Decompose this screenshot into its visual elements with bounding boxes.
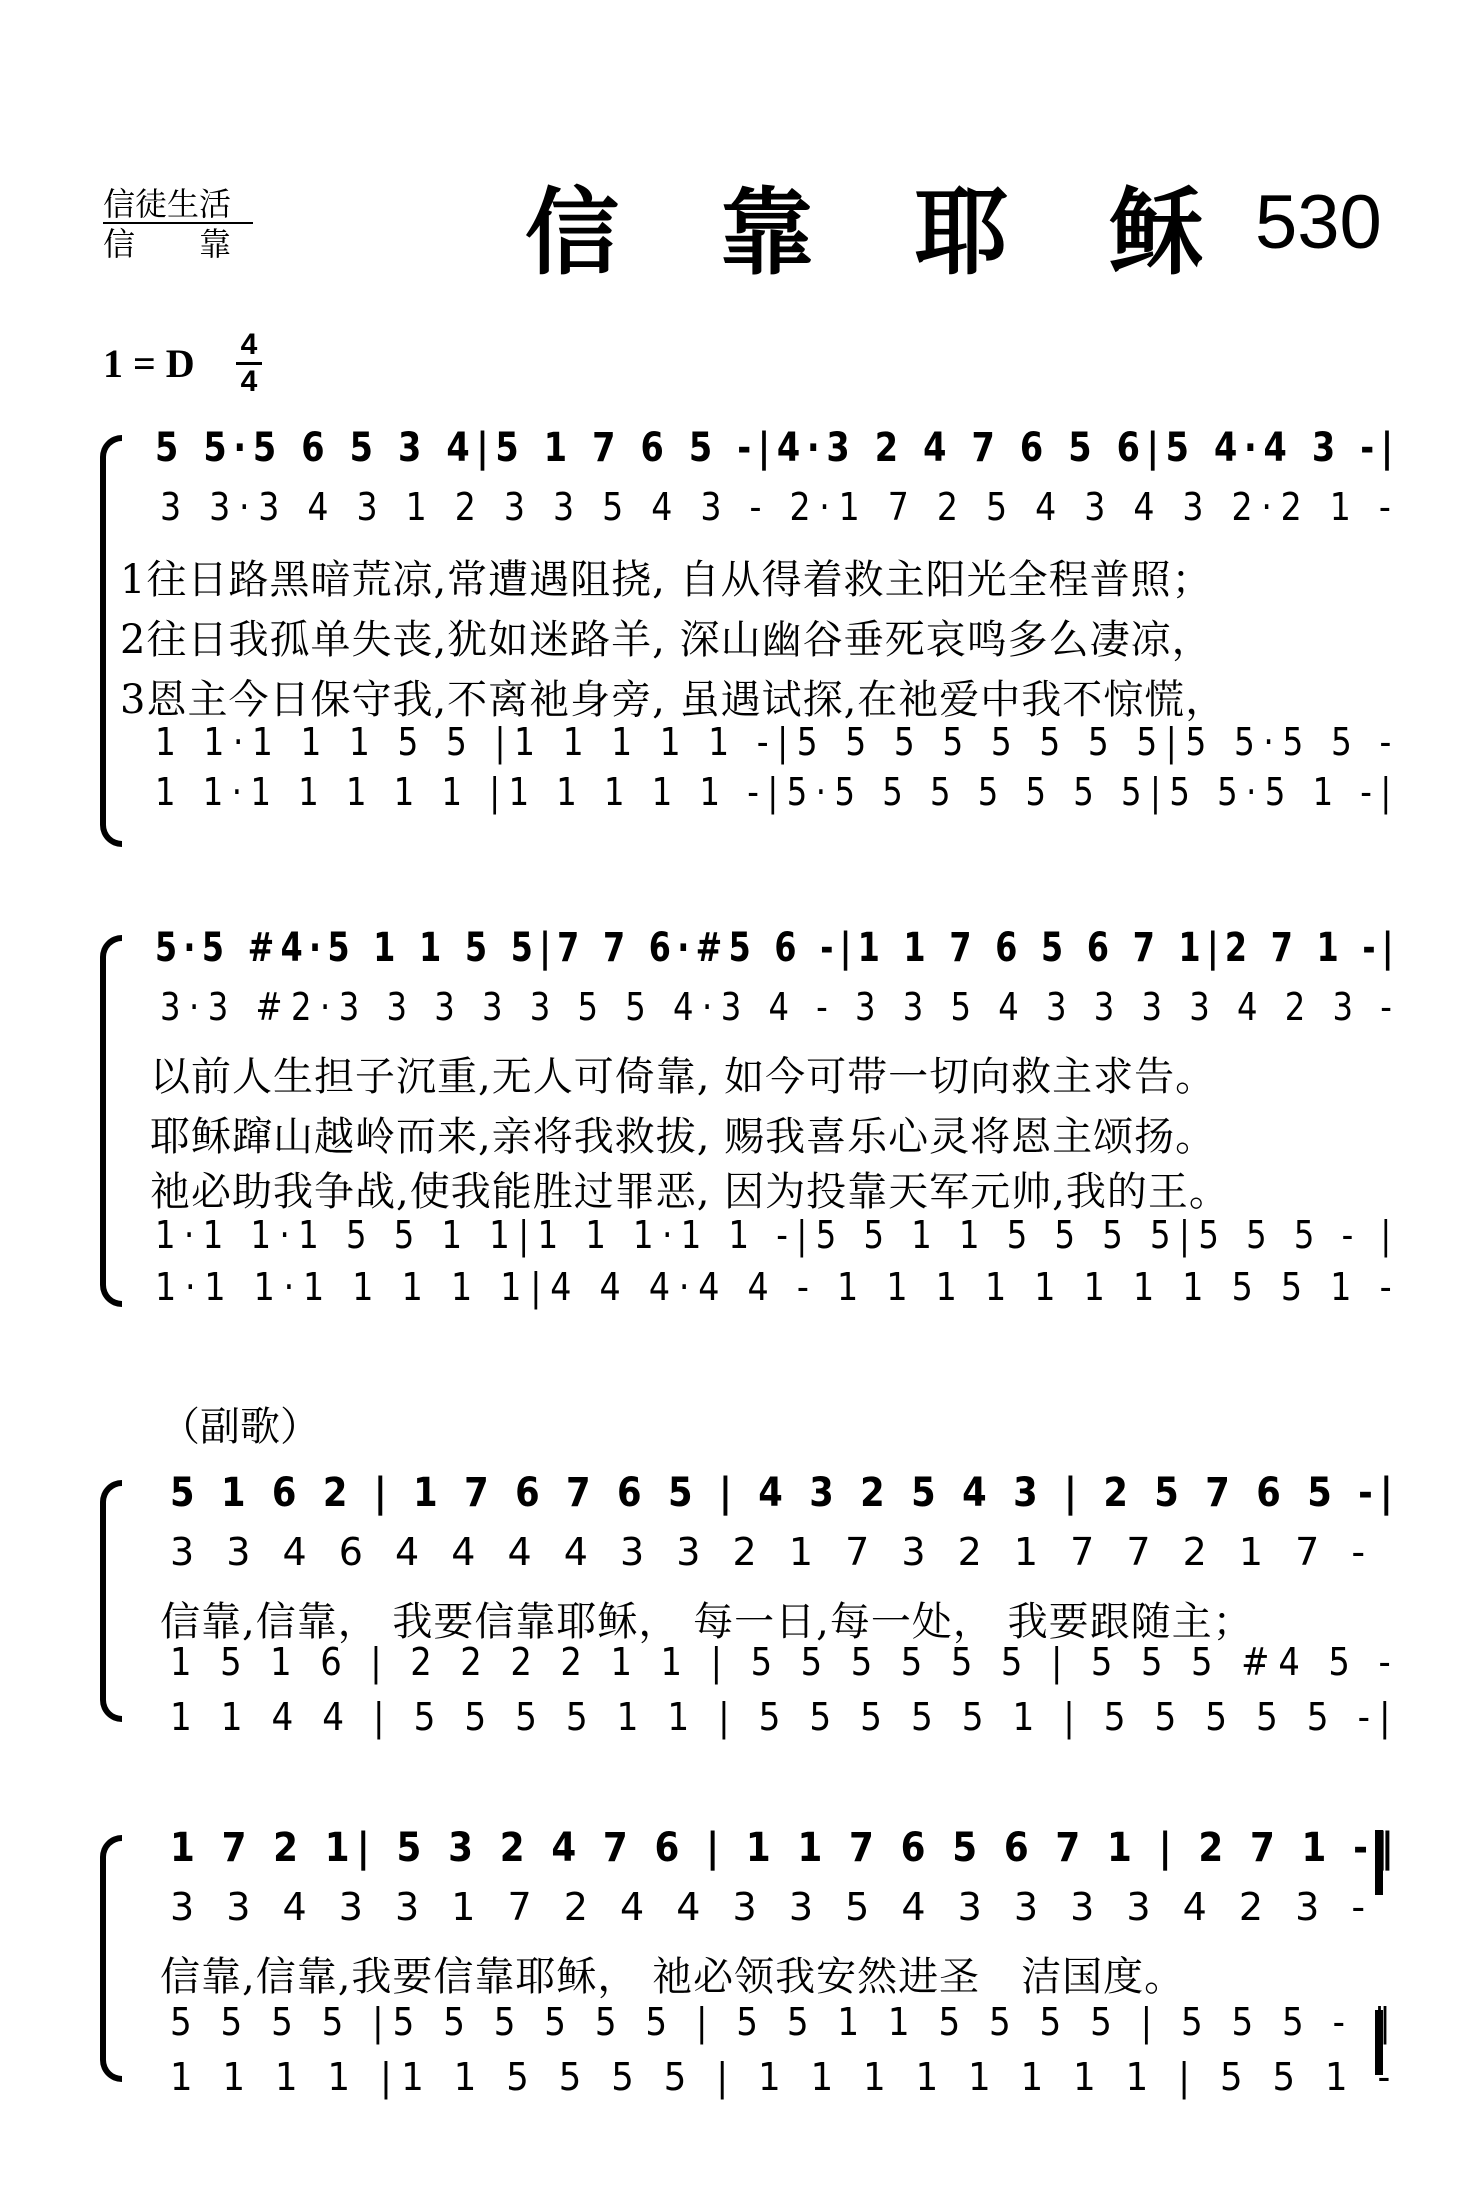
system1-alto: 3 3·3 4 3 1 2 3 3 5 4 3 - 2·1 7 2 5 4 3 4 3 2·2 1 -	[160, 485, 1400, 529]
time-sig-bottom: 4	[240, 365, 258, 398]
system2-tenor: 1·1 1·1 5 5 1 1|1 1 1·1 1 -|5 5 1 1 5 5 5 5|5 5 5 - |	[155, 1213, 1400, 1257]
system4-bass: 1 1 1 1 |1 1 5 5 5 5 | 1 1 1 1 1 1 1 1 | 5 5 1 -	[170, 2055, 1400, 2099]
system4-lyric: 信靠,信靠,我要信靠耶稣， 祂必领我安然进圣 洁国度。	[160, 1954, 1186, 2000]
system-brace	[100, 1835, 122, 2082]
final-barline	[1375, 2010, 1383, 2075]
hymn-title: 信 靠 耶 稣	[525, 178, 1238, 288]
final-barline	[1375, 1830, 1383, 1895]
system4-alto: 3 3 4 3 3 1 7 2 4 4 3 3 5 4 3 3 3 3 4 2 3 -	[170, 1885, 1376, 1929]
system1-verse1: 1往日路黑暗荒凉,常遭遇阻挠, 自从得着救主阳光全程普照；	[120, 557, 1213, 603]
time-sig-top: 4	[240, 328, 258, 361]
system1-tenor: 1 1·1 1 1 5 5 |1 1 1 1 1 -|5 5 5 5 5 5 5 5|5 5·5 5 -	[155, 720, 1400, 764]
system4-tenor: 5 5 5 5 |5 5 5 5 5 5 | 5 5 1 1 5 5 5 5 | 5 5 5 - ‖	[170, 2000, 1400, 2044]
system3-soprano: 5 1 6 2 | 1 7 6 7 6 5 | 4 3 2 5 4 3 | 2 5 7 6 5 -|	[170, 1470, 1400, 1516]
system3-bass: 1 1 4 4 | 5 5 5 5 1 1 | 5 5 5 5 5 1 | 5 5 5 5 5 -|	[170, 1695, 1400, 1739]
system1-verse2: 2往日我孤单失丧,犹如迷路羊, 深山幽谷垂死哀鸣多么凄凉，	[120, 617, 1213, 663]
system3-tenor: 1 5 1 6 | 2 2 2 2 1 1 | 5 5 5 5 5 5 | 5 5 5 #4 5 -	[170, 1640, 1400, 1684]
chorus-label: （副歌）	[160, 1404, 320, 1450]
system2-verse3: 祂必助我争战,使我能胜过罪恶, 因为投靠天军元帅,我的王。	[150, 1169, 1230, 1215]
system-brace	[100, 1480, 122, 1722]
system1-bass: 1 1·1 1 1 1 1 |1 1 1 1 1 -|5·5 5 5 5 5 5 5|5 5·5 1 -|	[155, 770, 1400, 814]
system2-verse2: 耶稣蹿山越岭而来,亲将我救拔, 赐我喜乐心灵将恩主颂扬。	[150, 1114, 1217, 1160]
system2-soprano: 5·5 #4·5 1 1 5 5|7 7 6·#5 6 -|1 1 7 6 5 6 7 1|2 7 1 -|	[155, 925, 1400, 971]
system-brace	[100, 435, 122, 847]
system4-soprano: 1 7 2 1| 5 3 2 4 7 6 | 1 1 7 6 5 6 7 1 | 2 7 1 -‖	[170, 1825, 1401, 1871]
key-signature: 1 = D	[103, 341, 195, 386]
category-label: 信徒生活	[103, 185, 232, 223]
category-underline	[103, 222, 253, 224]
system-brace	[100, 935, 122, 1307]
system2-bass: 1·1 1·1 1 1 1 1|4 4 4·4 4 - 1 1 1 1 1 1 1 1 5 5 1 -	[155, 1265, 1401, 1309]
system2-verse1: 以前人生担子沉重,无人可倚靠, 如今可带一切向救主求告。	[150, 1054, 1217, 1100]
system2-alto: 3·3 #2·3 3 3 3 3 5 5 4·3 4 - 3 3 5 4 3 3 3 3 4 2 3 -	[160, 985, 1401, 1029]
subcategory-label: 信 靠	[103, 225, 232, 263]
system3-alto: 3 3 4 6 4 4 4 4 3 3 2 1 7 3 2 1 7 7 2 1 7 -	[170, 1530, 1376, 1574]
system1-soprano: 5 5·5 6 5 3 4|5 1 7 6 5 -|4·3 2 4 7 6 5 6|5 4·4 3 -|	[155, 425, 1400, 471]
system1-verse3: 3恩主今日保守我,不离祂身旁, 虽遇试探,在祂爱中我不惊慌，	[120, 677, 1227, 723]
hymn-number: 530	[1255, 180, 1382, 265]
time-signature	[236, 330, 262, 397]
system3-lyric: 信靠,信靠， 我要信靠耶稣， 每一日,每一处， 我要跟随主；	[160, 1599, 1254, 1645]
